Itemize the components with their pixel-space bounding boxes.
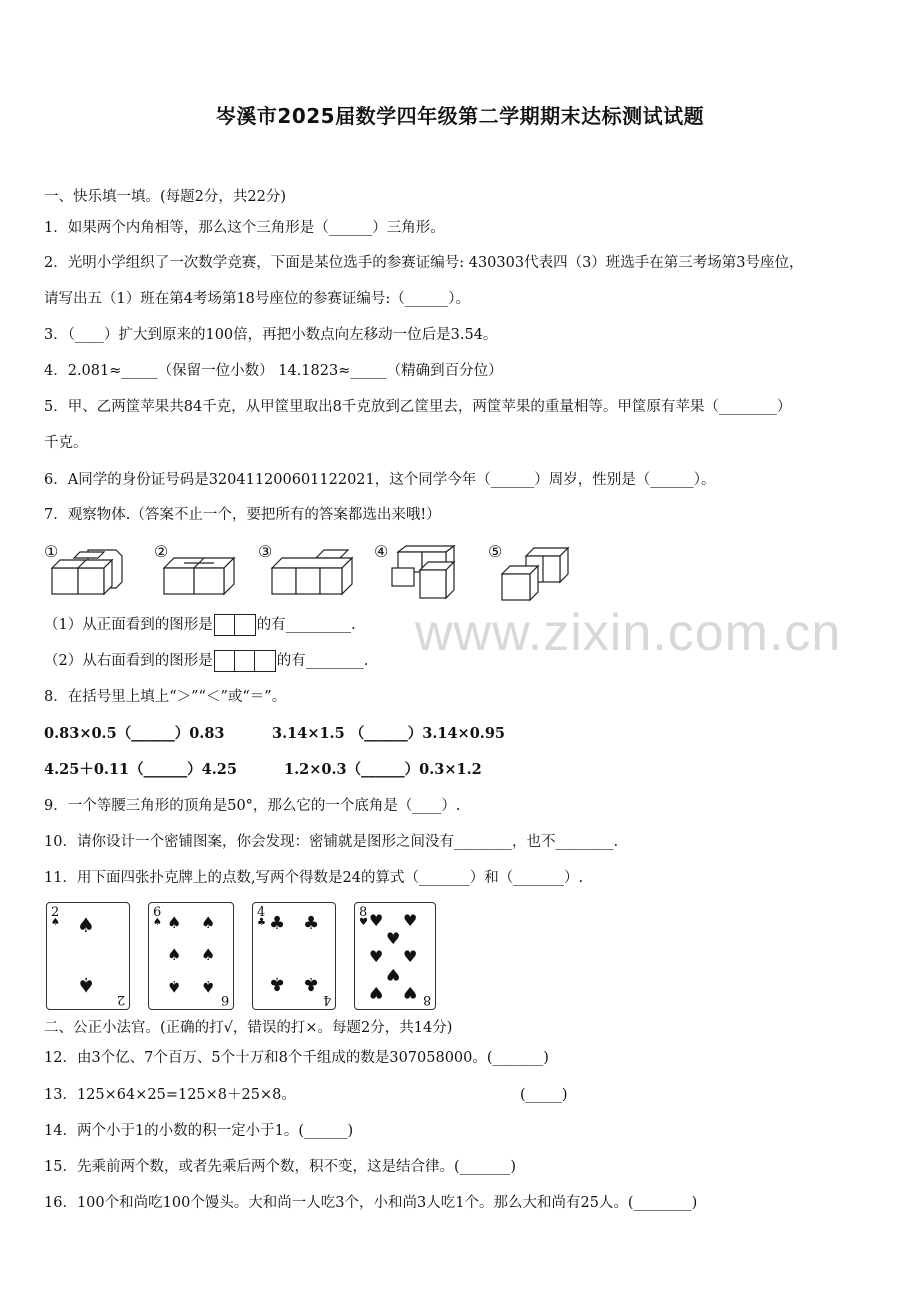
question-6: 6．A同学的身份证号码是320411200601122021，这个同学今年（______）周岁，性别是（______）。 (44, 472, 716, 488)
card-rank: 4 (322, 992, 331, 1007)
heart-icon: ♥ (403, 947, 418, 966)
page-title: 岑溪市2025届数学四年级第二学期期末达标测试试题 (215, 104, 705, 128)
q7-part1-prefix: （1）从正面看到的图形是 (44, 617, 213, 633)
figure-label-4: ④ (374, 542, 389, 561)
playing-card-6-spades (148, 902, 234, 1010)
question-3: 3．（____）扩大到原来的100倍，再把小数点向左移动一位后是3.54。 (44, 327, 498, 343)
card-rank: 2 (51, 905, 60, 920)
playing-card-8-hearts (354, 902, 436, 1010)
spade-icon: ♠ (201, 913, 216, 932)
q7-part2-suffix: 的有________. (276, 653, 369, 669)
question-14: 14．两个小于1的小数的积一定小于1。(______) (44, 1123, 354, 1139)
heart-icon: ♥ (386, 929, 401, 948)
card-rank: 8 (422, 992, 431, 1007)
heart-icon: ♥ (369, 983, 384, 1002)
card-rank: 2 (116, 992, 125, 1007)
cube-drawing-2 (164, 548, 244, 604)
playing-card-2-spades (46, 902, 130, 1010)
spade-icon: ♠ (77, 913, 95, 937)
question-2-line-2: 请写出五（1）班在第4考场第18号座位的参赛证编号:（______）。 (44, 291, 471, 307)
section-1-heading: 一、快乐填一填。(每题2分，共22分) (44, 189, 286, 205)
spade-icon: ♠ (77, 973, 95, 997)
heart-icon: ♥ (386, 965, 401, 984)
club-icon: ♣ (303, 913, 320, 934)
figure-label-5: ⑤ (488, 542, 503, 561)
club-icon: ♣ (269, 913, 286, 934)
cube-drawing-4 (392, 546, 472, 606)
question-13: 13．125×64×25=125×8＋25×8。 (44, 1087, 296, 1103)
cube-drawing-1 (48, 548, 128, 604)
spade-icon: ♠ (51, 917, 60, 928)
question-13-blank: (_____) (520, 1087, 568, 1103)
right-view-shape (214, 650, 276, 672)
card-rank: 8 (359, 905, 368, 920)
question-15: 15．先乘前两个数，或者先乘后两个数，积不变，这是结合律。(_______) (44, 1159, 517, 1175)
question-5-line-1: 5．甲、乙两筐苹果共84千克，从甲筐里取出8千克放到乙筐里去，两筐苹果的重量相等。甲筐原有苹果（________） (44, 399, 792, 415)
q7-part1-suffix: 的有_________. (256, 617, 356, 633)
q8-row-1-right: 3.14×1.5 （______）3.14×0.95 (272, 725, 506, 742)
section-2-heading: 二、公正小法官。(正确的打√，错误的打×。每题2分，共14分) (44, 1020, 453, 1036)
spade-icon: ♠ (201, 977, 216, 996)
card-rank: 4 (257, 905, 266, 920)
club-icon: ♣ (303, 973, 320, 994)
heart-icon: ♥ (369, 947, 384, 966)
heart-icon: ♥ (359, 917, 368, 928)
spade-icon: ♠ (167, 977, 182, 996)
q7-part2-prefix: （2）从右面看到的图形是 (44, 653, 213, 669)
spade-icon: ♠ (167, 945, 182, 964)
question-10: 10．请你设计一个密铺图案，你会发现：密铺就是图形之间没有________，也不________. (44, 834, 619, 850)
q8-row-1-left: 0.83×0.5（______）0.83 (44, 725, 225, 742)
question-5-line-2: 千克。 (44, 435, 88, 451)
cube-drawing-3 (272, 548, 372, 604)
club-icon: ♣ (257, 917, 266, 928)
q8-row-2-left: 4.25＋0.11（______）4.25 (44, 761, 237, 778)
figure-label-3: ③ (258, 542, 273, 561)
question-12: 12．由3个亿、7个百万、5个十万和8个千组成的数是307058000。(_______) (44, 1050, 549, 1066)
question-7-part-2 (44, 650, 368, 672)
figure-label-1: ① (44, 542, 59, 561)
figure-label-2: ② (154, 542, 169, 561)
heart-icon: ♥ (403, 911, 418, 930)
question-16: 16．100个和尚吃100个馒头。大和尚一人吃3个，小和尚3人吃1个。那么大和尚有25人。(________) (44, 1195, 698, 1211)
heart-icon: ♥ (403, 983, 418, 1002)
q8-row-2-right: 1.2×0.3（______）0.3×1.2 (284, 761, 482, 778)
card-rank: 6 (153, 905, 162, 920)
question-2-line-1: 2．光明小学组织了一次数学竞赛，下面是某位选手的参赛证编号: 430303代表四（3）班选手在第三考场第3号座位， (44, 255, 804, 271)
question-7-part-1 (44, 614, 356, 636)
question-7: 7．观察物体.（答案不止一个，要把所有的答案都选出来哦!） (44, 507, 441, 523)
club-icon: ♣ (269, 973, 286, 994)
question-4: 4．2.081≈_____（保留一位小数） 14.1823≈_____（精确到百分位） (44, 363, 503, 379)
question-1: 1．如果两个内角相等，那么这个三角形是（______）三角形。 (44, 220, 445, 236)
card-rank: 6 (220, 992, 229, 1007)
spade-icon: ♠ (201, 945, 216, 964)
cube-drawing-5 (498, 548, 582, 608)
front-view-shape (214, 614, 256, 636)
heart-icon: ♥ (369, 911, 384, 930)
spade-icon: ♠ (153, 917, 162, 928)
question-8: 8．在括号里上填上“＞”“＜”或“＝”。 (44, 689, 287, 705)
watermark: www.zixin.com.cn (415, 604, 842, 662)
question-11: 11．用下面四张扑克牌上的点数,写两个得数是24的算式（_______）和（_______）. (44, 870, 584, 886)
question-9: 9．一个等腰三角形的顶角是50°，那么它的一个底角是（____）. (44, 798, 461, 814)
playing-card-4-clubs (252, 902, 336, 1010)
spade-icon: ♠ (167, 913, 182, 932)
